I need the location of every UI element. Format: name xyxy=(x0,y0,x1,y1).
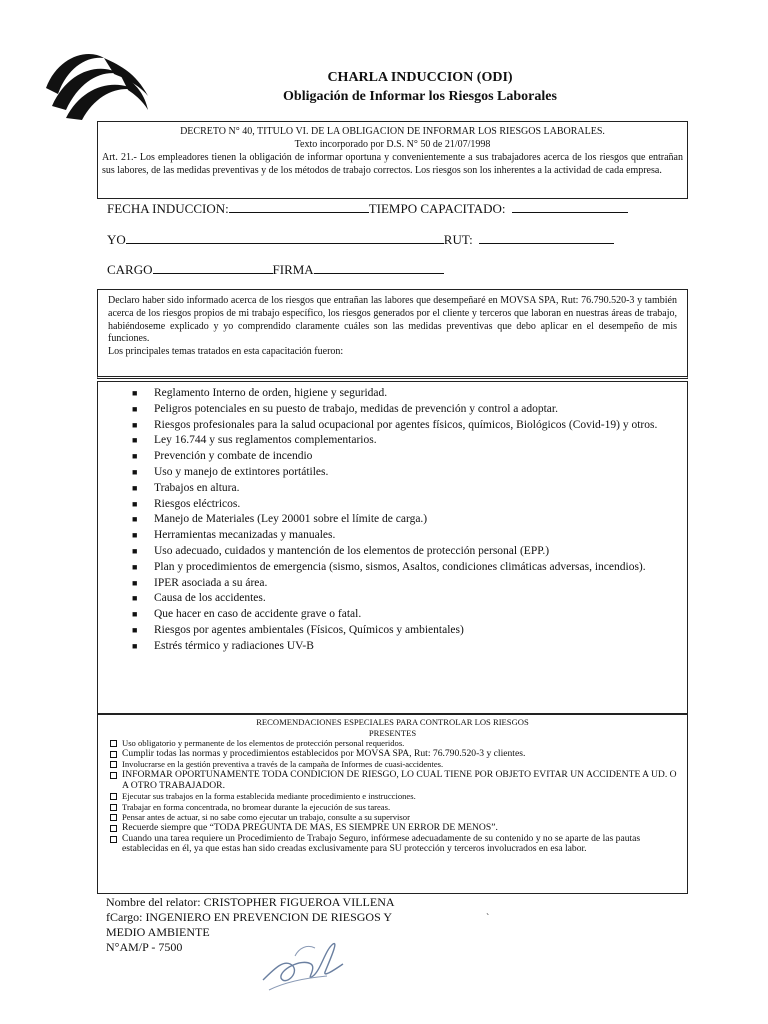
document-subtitle: Obligación de Informar los Riesgos Laborales xyxy=(283,89,557,104)
tema-item xyxy=(130,544,667,559)
checkbox-icon xyxy=(110,761,117,768)
signature-image xyxy=(255,928,350,1000)
tema-text: Reglamento Interno de orden, higiene y seguridad. xyxy=(154,387,388,399)
tema-text: Herramientas mecanizadas y manuales. xyxy=(154,529,336,542)
bullet-icon: ■ xyxy=(132,435,138,446)
checkbox-icon xyxy=(110,772,117,779)
tema-item xyxy=(130,481,667,496)
tema-text: Que hacer en caso de accidente grave o fatal. xyxy=(154,608,362,621)
recomendacion-text: INFORMAR OPORTUNAMENTE TODA CONDICION DE RIESGO, LO CUAL TIENE POR OBJETO EVITAR UN ACCIDENTE A UD. O A OTRO TRABAJADOR. xyxy=(122,768,677,791)
tema-text: Uso adecuado, cuidados y mantención de los elementos de protección personal (EPP.) xyxy=(154,544,550,557)
checkbox-icon xyxy=(110,740,117,747)
bullet-icon: ■ xyxy=(132,482,138,493)
recomendaciones-box xyxy=(97,714,688,894)
bullet-icon: ■ xyxy=(132,514,138,525)
bullet-icon: ■ xyxy=(132,593,138,604)
bullet-icon: ■ xyxy=(132,561,138,572)
temas-intro: Los principales temas tratados en esta capacitación fueron: xyxy=(108,346,344,358)
tema-text: Causa de los accidentes. xyxy=(154,592,266,605)
tema-text: Estrés térmico y radiaciones UV-B xyxy=(154,639,314,652)
relator-cargo: fCargo: INGENIERO EN PREVENCION DE RIESGOS Y xyxy=(106,910,392,924)
tema-text: Riesgos por agentes ambientales (Físicos, Químicos y ambientales) xyxy=(154,623,464,636)
bullet-icon: ■ xyxy=(132,498,138,509)
tiempo-label: TIEMPO CAPACITADO: xyxy=(368,201,506,216)
tema-item xyxy=(130,639,667,654)
fecha-label: FECHA INDUCCION: xyxy=(107,201,229,216)
bullet-icon: ■ xyxy=(132,577,138,588)
rut-input[interactable] xyxy=(479,231,614,244)
rut-label: RUT: xyxy=(443,232,473,247)
recomendaciones-title-cont: PRESENTES xyxy=(368,727,417,738)
company-logo xyxy=(44,44,150,122)
tema-item xyxy=(130,576,667,591)
checkbox-icon xyxy=(110,814,117,821)
bullet-icon: ■ xyxy=(132,545,138,556)
tema-item xyxy=(130,386,667,401)
relator-registro: N°AM/P - 7500 xyxy=(106,940,183,954)
checkbox-icon xyxy=(110,804,117,811)
tema-item xyxy=(130,449,667,464)
tema-item xyxy=(130,497,667,512)
tema-item xyxy=(130,402,667,417)
tema-item xyxy=(130,607,667,622)
relator-cargo-cont: MEDIO AMBIENTE xyxy=(106,925,210,939)
bullet-icon: ■ xyxy=(132,530,138,541)
recomendacion-text: Cuando una tarea requiere un Procedimiento de Trabajo Seguro, infórmese adecuadamente de su contenido y no se aparte de las pautas establecidas en él, ya que estas han sido creadas exclusivamente para SU protección y terceros involucrados en esa labor. xyxy=(122,832,641,855)
recomendaciones-list xyxy=(98,738,687,855)
recomendacion-item xyxy=(110,791,677,802)
declaracion-box xyxy=(97,289,688,379)
tema-item xyxy=(130,418,667,433)
tema-item xyxy=(130,623,667,638)
recomendacion-item xyxy=(110,749,677,760)
tema-item xyxy=(130,591,667,606)
tema-text: Manejo de Materiales (Ley 20001 sobre el límite de carga.) xyxy=(154,513,428,526)
firma-input[interactable] xyxy=(314,261,444,274)
fecha-row xyxy=(107,200,628,217)
tema-text: Prevención y combate de incendio xyxy=(154,450,313,463)
bullet-icon: ■ xyxy=(132,640,138,651)
cargo-label: CARGO xyxy=(107,262,153,277)
tiempo-input[interactable] xyxy=(512,200,628,213)
checkbox-icon xyxy=(110,825,117,832)
bullet-icon: ■ xyxy=(132,419,138,430)
recomendacion-item xyxy=(110,770,677,791)
cargo-input[interactable] xyxy=(153,261,273,274)
tema-text: Peligros potenciales en su puesto de trabajo, medidas de prevención y control a adoptar. xyxy=(154,402,558,415)
decreto-source: Texto incorporado por D.S. N° 50 de 21/07/1998 xyxy=(294,139,491,150)
document-title: CHARLA INDUCCION (ODI) xyxy=(327,70,513,85)
recomendacion-text: Involucrarse en la gestión preventiva a través de la campaña de Informes de cuasi-accidentes. xyxy=(122,759,444,770)
bullet-icon: ■ xyxy=(132,624,138,635)
relator-block xyxy=(106,895,395,955)
tema-item xyxy=(130,512,667,527)
recomendaciones-title: RECOMENDACIONES ESPECIALES PARA CONTROLAR LOS RIESGOS xyxy=(256,717,529,727)
recomendacion-text: Cumplir todas las normas y procedimientos establecidos por MOVSA SPA, Rut: 76.790.520-3 y clientes. xyxy=(122,747,526,759)
decreto-heading: DECRETO N° 40, TITULO VI. DE LA OBLIGACION DE INFORMAR LOS RIESGOS LABORALES. xyxy=(180,126,605,137)
checkbox-icon xyxy=(110,836,117,843)
declaracion-text: Declaro haber sido informado acerca de los riesgos que entrañan las labores que desempeñaré en MOVSA SPA, Rut: 76.790.520-3 y también acerca de los riesgos propios de mi trabajo específico, los riesgos generados por el cliente y terceros que laboran en nuestras áreas de trabajo, habiéndoseme explicado y yo comprendido claramente cuáles son las medidas preventivas que debo aplicar en el desempeño de mis funciones. xyxy=(108,295,677,345)
temas-box xyxy=(97,381,688,714)
tema-item xyxy=(130,433,667,448)
bullet-icon: ■ xyxy=(132,388,138,398)
recomendacion-text: Uso obligatorio y permanente de los elementos de protección personal requeridos. xyxy=(122,738,405,749)
checkbox-icon xyxy=(110,751,117,758)
tema-text: Ley 16.744 y sus reglamentos complementarios. xyxy=(154,434,377,447)
yo-row xyxy=(107,231,614,248)
tema-item xyxy=(130,528,667,543)
fecha-input[interactable] xyxy=(229,200,369,213)
tema-text: Riesgos profesionales para la salud ocupacional por agentes físicos, químicos, Biológicos (Covid-19) y otros. xyxy=(154,418,658,431)
yo-label: YO xyxy=(107,232,126,247)
tema-item xyxy=(130,465,667,480)
relator-nombre: Nombre del relator: CRISTOPHER FIGUEROA VILLENA xyxy=(106,895,395,909)
tema-text: Uso y manejo de extintores portátiles. xyxy=(154,465,329,478)
checkbox-icon xyxy=(110,793,117,800)
stray-mark: ` xyxy=(486,913,490,924)
recomendacion-text: Recuerde siempre que “TODA PREGUNTA DE MAS, ES SIEMPRE UN ERROR DE MENOS”. xyxy=(122,821,498,833)
cargo-row xyxy=(107,261,444,278)
tema-text: Trabajos en altura. xyxy=(154,481,240,494)
bullet-icon: ■ xyxy=(132,451,138,462)
recomendacion-item xyxy=(110,802,677,813)
tema-text: IPER asociada a su área. xyxy=(154,576,268,589)
tema-text: Riesgos eléctricos. xyxy=(154,497,241,510)
recomendacion-text: Pensar antes de actuar, si no sabe como ejecutar un trabajo, consulte a su supervisor xyxy=(122,812,410,823)
temas-list xyxy=(98,382,687,653)
tema-item xyxy=(130,560,667,575)
tema-text: Plan y procedimientos de emergencia (sismo, sismos, Asaltos, condiciones climáticas adversas, incendios). xyxy=(154,560,646,573)
bullet-icon: ■ xyxy=(132,466,138,477)
recomendacion-text: Trabajar en forma concentrada, no bromear durante la ejecución de sus tareas. xyxy=(122,801,391,812)
bullet-icon: ■ xyxy=(132,403,138,414)
decreto-box xyxy=(97,121,688,199)
recomendacion-text: Ejecutar sus trabajos en la forma establecida mediante procedimiento e instrucciones. xyxy=(122,791,416,802)
firma-label: FIRMA xyxy=(272,262,314,277)
bullet-icon: ■ xyxy=(132,609,138,620)
decreto-article: Art. 21.- Los empleadores tienen la obligación de informar oportuna y convenientemente a sus trabajadores acerca de los riesgos que entrañan sus labores, de las medidas preventivas y de los métodos de trabajo correctos. Los riesgos son los inherentes a la actividad de cada empresa. xyxy=(102,152,683,176)
recomendacion-item xyxy=(110,834,677,855)
yo-input[interactable] xyxy=(126,231,444,244)
